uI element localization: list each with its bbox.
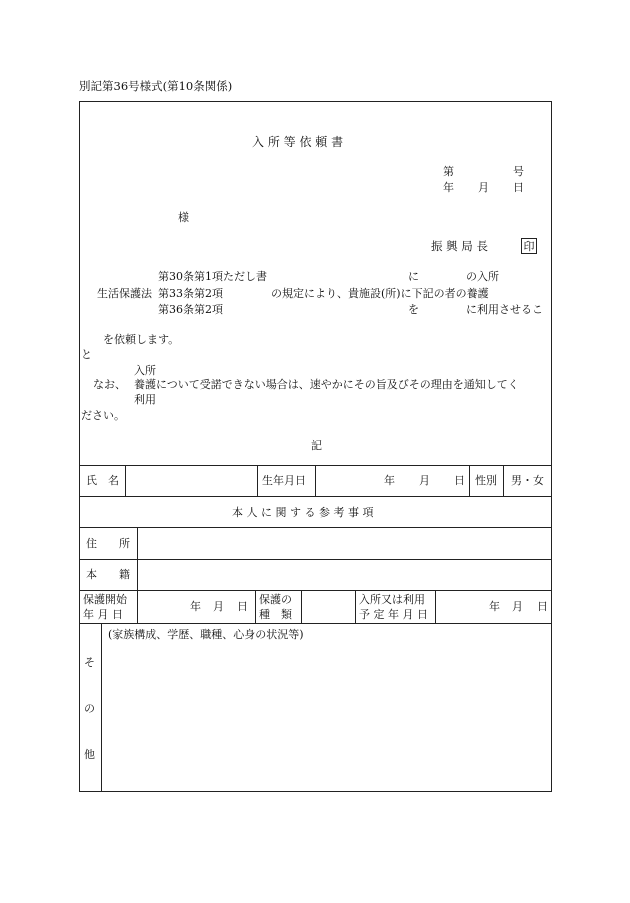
body-line3-a: 第36条第2項 [158, 303, 223, 316]
body-line4: を依頼します。 [103, 333, 180, 346]
table-rule [301, 590, 302, 623]
table-rule [257, 465, 258, 496]
other-label-ta: 他 [84, 748, 95, 761]
body-line6-a: なお、 [93, 378, 126, 391]
body-line3-c: に利用させるこ [466, 303, 543, 316]
addressee-suffix: 様 [178, 211, 189, 224]
body-line1-b: に [408, 270, 419, 283]
doc-number-dai: 第 [443, 165, 454, 178]
sex-label: 性別 [475, 474, 497, 487]
admission-label: 入所又は利用 [359, 593, 425, 606]
body-line1-c: の入所 [466, 270, 499, 283]
seal-mark: 印 [521, 238, 537, 254]
table-rule [79, 559, 552, 560]
table-rule [255, 590, 256, 623]
table-rule [355, 590, 356, 623]
name-label: 氏 名 [86, 474, 119, 487]
protection-start-month: 月 [213, 600, 224, 613]
birth-day: 日 [454, 474, 465, 487]
admission-year: 年 [489, 600, 500, 613]
protection-start-label: 保護開始 [83, 593, 127, 606]
date-month: 月 [478, 181, 489, 194]
table-rule [79, 527, 552, 528]
body-line6-b: 養護について受諾できない場合は、速やかにその旨及びその理由を通知してく [134, 378, 519, 391]
body-line8: ださい。 [81, 409, 125, 422]
date-year: 年 [443, 181, 454, 194]
table-rule [79, 496, 552, 497]
birth-year: 年 [384, 474, 395, 487]
body-line1-a: 第30条第1項ただし書 [158, 270, 267, 283]
form-id: 別記第36号様式(第10条関係) [79, 79, 233, 93]
protection-type-label: 保護の [259, 593, 292, 606]
table-rule [79, 590, 552, 591]
admission-month: 月 [512, 600, 523, 613]
other-label-so: そ [84, 656, 95, 669]
body-line4-to: と [81, 348, 92, 361]
table-rule [137, 590, 138, 623]
table-rule [503, 465, 504, 496]
admission-label-2: 予 定 年 月 日 [359, 608, 428, 621]
address-label: 住 所 [86, 537, 130, 550]
domicile-label: 本 籍 [86, 568, 130, 581]
doc-number-go: 号 [513, 165, 524, 178]
protection-start-label-2: 年 月 日 [83, 608, 123, 621]
body-line2-a: 生活保護法 [97, 287, 152, 300]
ki-label: 記 [311, 439, 322, 452]
birth-label: 生年月日 [262, 474, 306, 487]
table-rule [435, 590, 436, 623]
reference-header: 本 人 に 関 す る 参 考 事 項 [232, 506, 374, 519]
form-title: 入 所 等 依 頼 書 [252, 135, 344, 149]
date-day: 日 [513, 181, 524, 194]
table-rule [101, 623, 102, 792]
other-note: (家族構成、学歴、職種、心身の状況等) [108, 628, 304, 641]
body-line3-b: を [408, 303, 419, 316]
admission-day: 日 [537, 600, 548, 613]
other-label-no: の [84, 702, 95, 715]
table-rule [137, 527, 138, 590]
protection-start-year: 年 [190, 600, 201, 613]
table-rule [125, 465, 126, 496]
table-rule [315, 465, 316, 496]
sender: 振 興 局 長 [431, 239, 488, 253]
protection-type-label-2: 種 類 [259, 608, 292, 621]
body-line5: 入所 [134, 364, 156, 377]
body-line2-b: 第33条第2項 [158, 287, 223, 300]
table-rule [469, 465, 470, 496]
body-line2-c: の規定により、貴施設(所)に下記の者の養護 [271, 287, 489, 300]
birth-month: 月 [419, 474, 430, 487]
body-line7: 利用 [134, 393, 156, 406]
table-rule [79, 623, 552, 624]
sex-value: 男・女 [511, 474, 544, 487]
protection-start-day: 日 [237, 600, 248, 613]
